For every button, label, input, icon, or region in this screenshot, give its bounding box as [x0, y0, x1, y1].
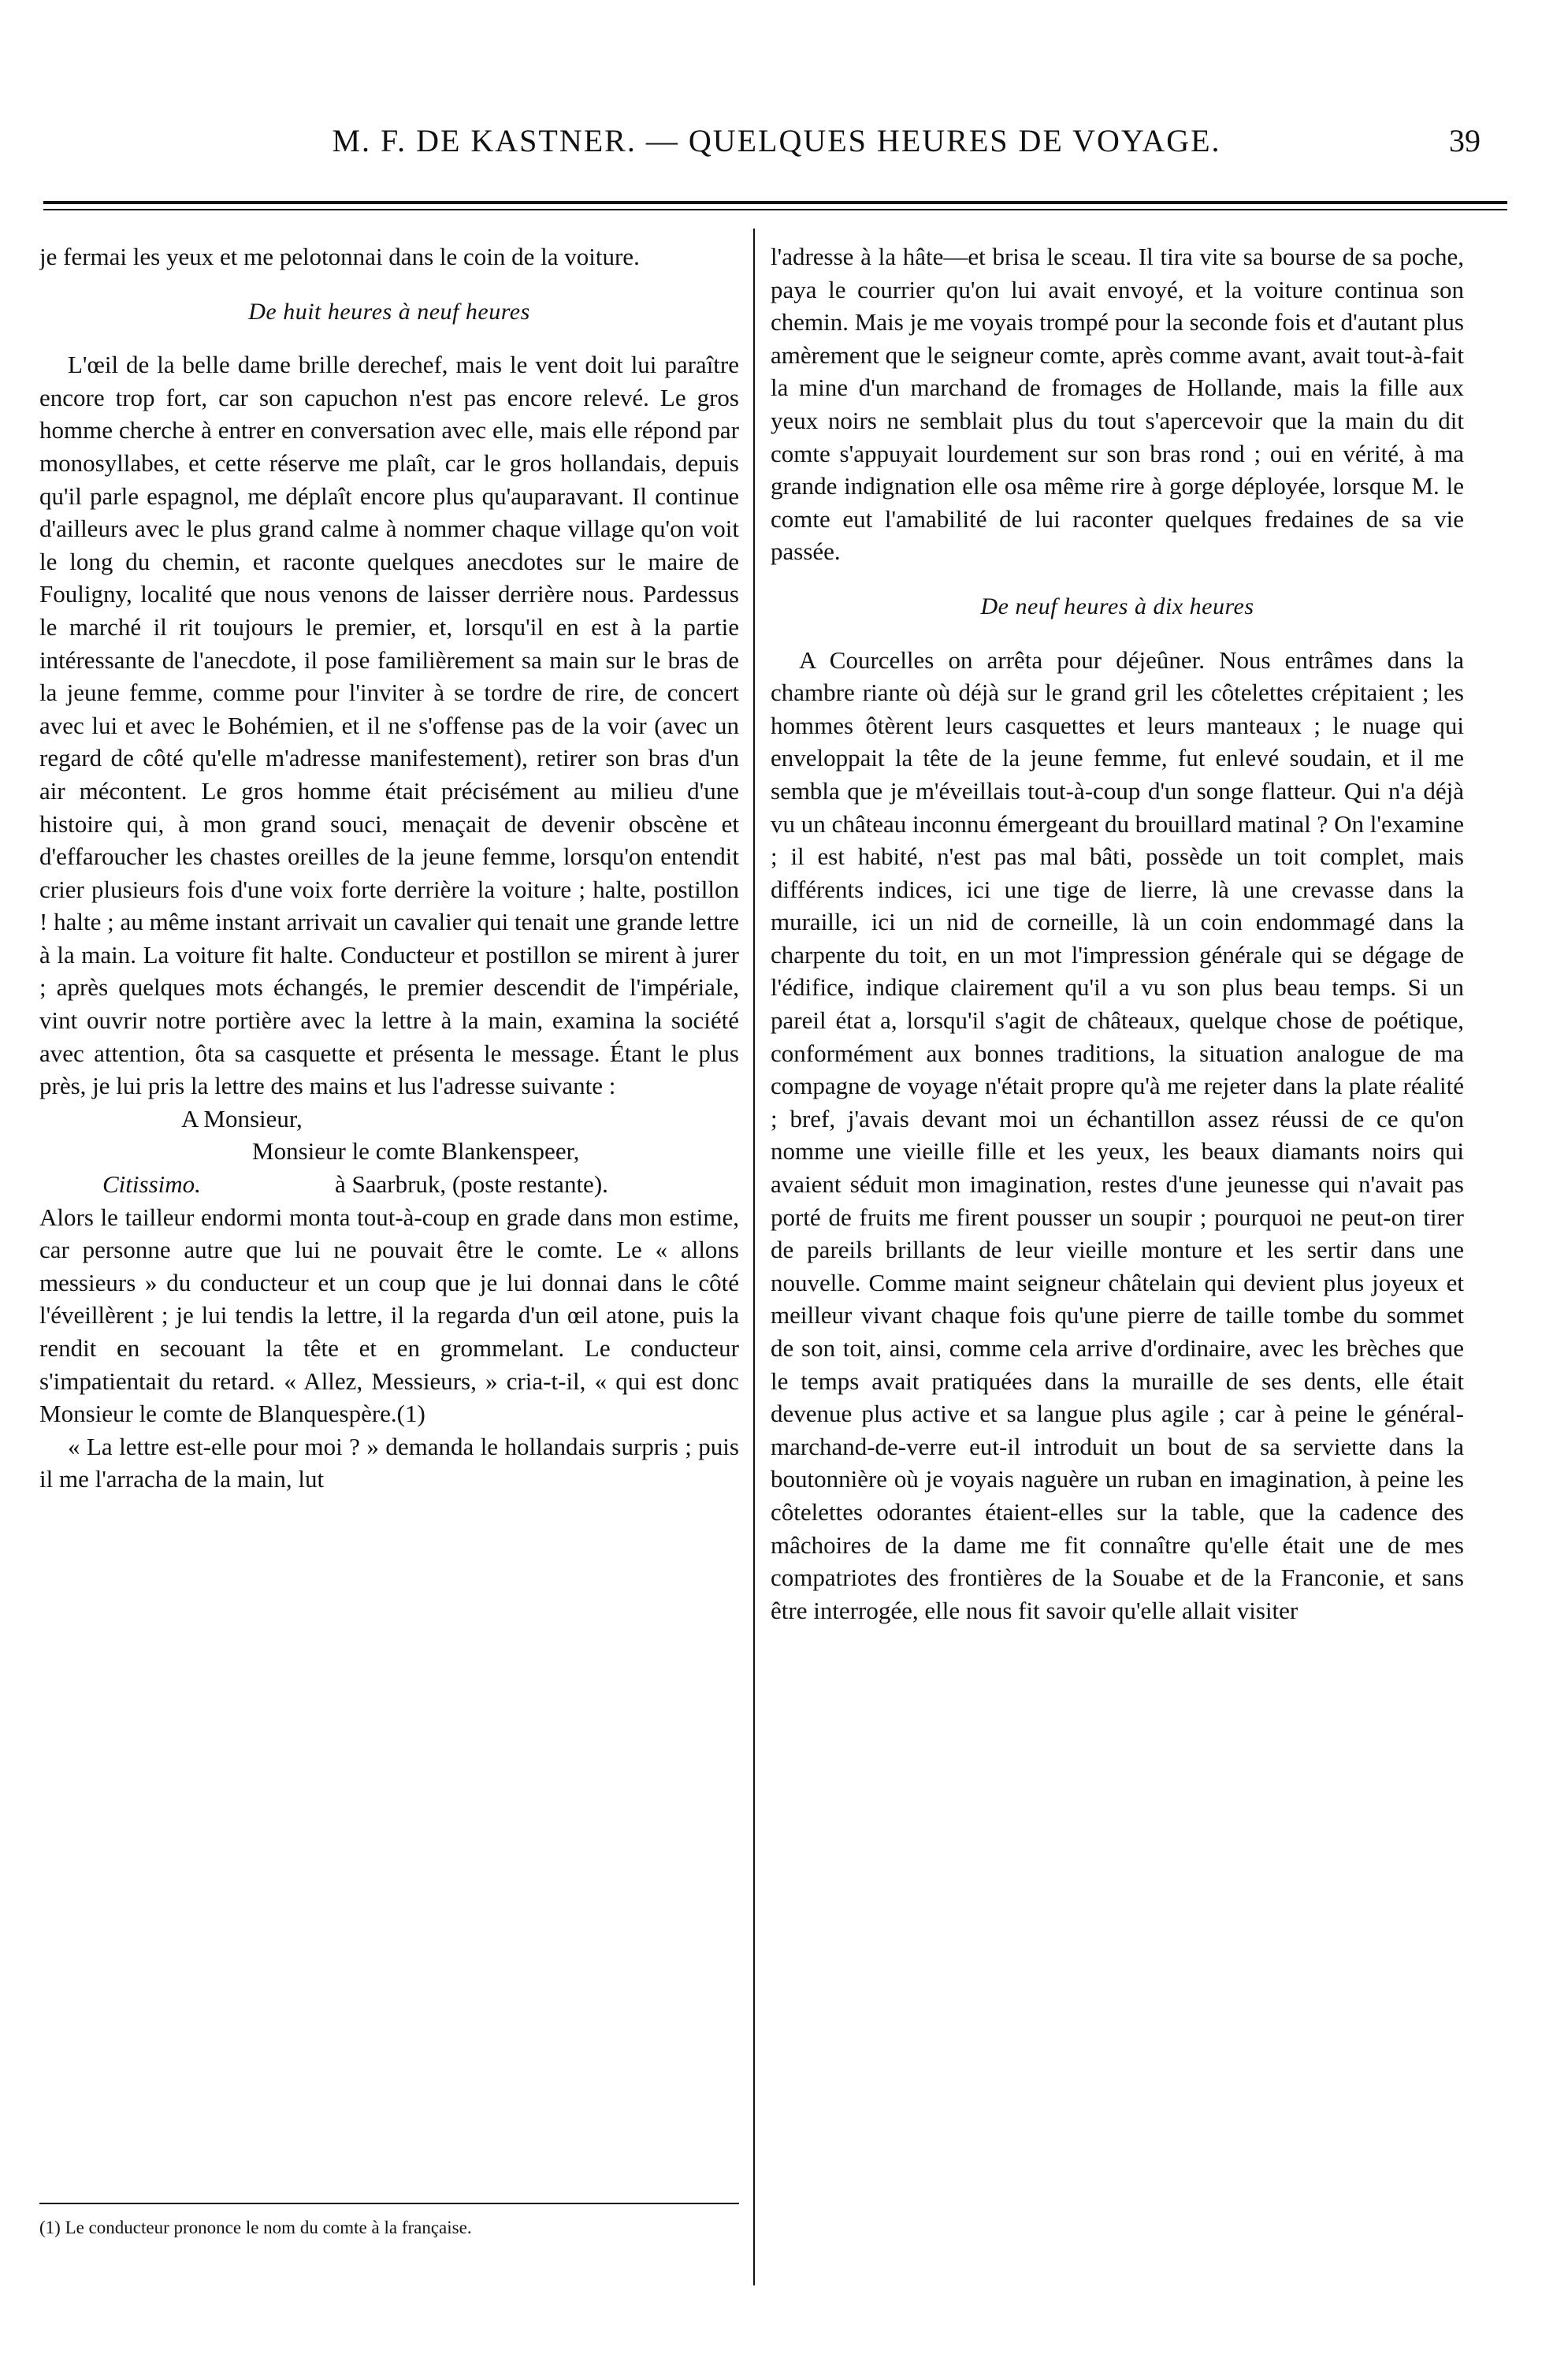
running-title: M. F. DE KASTNER. — QUELQUES HEURES DE VOYAGE. — [332, 123, 1221, 158]
paragraph: L'œil de la belle dame brille derechef, mais le vent doit lui paraître encore trop fort, car son capuchon n'est pas encore relevé. Le gros homme cherche à entrer en conversation avec elle, mais elle répond par monosyllabes, et cette réserve me plaît, car le gros hollandais, depuis qu'il parle espagnol, me déplaît encore plus qu'auparavant. Il continue d'ailleurs avec le plus grand calme à nommer chaque village qu'on voit le long du chemin, et raconte quelques anecdotes sur le maire de Fouligny, localité que nous venons de laisser derrière nous. Pardessus le marché il rit toujours le premier, et, lorsqu'il en est à la partie intéressante de l'anecdote, il pose familièrement sa main sur le bras de la jeune femme, comme pour l'inviter à se tordre de rire, de concert avec lui et avec le Bohémien, et il ne s'offense pas de la voir (avec un regard de côté qu'elle m'adresse manifestement), retirer son bras d'un air mécontent. Le gros homme était précisément au milieu d'une histoire qui, à mon grand souci, menaçait de devenir obscène et d'effaroucher les chastes oreilles de la jeune femme, lorsqu'on entendit crier plusieurs fois d'une voix forte derrière la voiture ; halte, postillon ! halte ; au même instant arrivait un cavalier qui tenait une grande lettre à la main. La voiture fit halte. Conducteur et postillon se mirent à jurer ; après quelques mots échangés, le premier descendit de l'impériale, vint ouvrir notre portière avec la lettre à la main, examina la société avec attention, ôta sa casquette et présenta le message. Étant le plus près, je lui pris la lettre des mains et lus l'adresse suivante : — [39, 351, 739, 1100]
address-line — [39, 1168, 739, 1201]
paragraph: « La lettre est-elle pour moi ? » demanda le hollandais surpris ; puis il me l'arracha de la main, lut — [39, 1432, 739, 1493]
address-line: Monsieur le comte Blankenspeer, — [252, 1137, 580, 1166]
section-heading: De huit heures à neuf heures — [248, 298, 530, 325]
right-column — [771, 240, 1464, 2305]
page-number: 39 — [1449, 123, 1481, 158]
paragraph: A Courcelles on arrêta pour déjeûner. Nous entrâmes dans la chambre riante où déjà sur le grand gril les côtelettes crépitaient ; les hommes ôtèrent leurs casquettes et leurs manteaux ; le nuage qui enveloppait la tête de la jeune femme, fut enlevé soudain, et il me sembla que je m'éveillais tout-à-coup d'un songe flatteur. Qui n'a déjà vu un château inconnu émergeant du brouillard matinal ? On l'examine ; il est habité, n'est pas mal bâti, possède un toit complet, mais différents indices, ici une tige de lierre, là une crevasse dans la muraille, ici un nid de corneille, là un coin endommagé dans la charpente du toit, en un mot l'impression générale qui se dégage de l'édifice, indique clairement qu'il a vu son plus beau temps. Si un pareil état a, lorsqu'il s'agit de châteaux, quelque chose de poétique, conformément aux bonnes traditions, la situation analogue de ma compagne de voyage n'était propre qu'à me rejeter dans la plate réalité ; bref, j'avais devant moi un échantillon assez réussi de ce qu'on nomme une vieille fille et les yeux, les beaux diamants noirs qui avaient séduit mon imagination, restes d'une jeunesse qui n'avait pas porté de fruits me firent pousser un soupir ; pourquoi ne peut-on tirer de pareils brillants de leur vieille monture et les sertir dans une nouvelle. Comme maint seigneur châtelain qui devient plus joyeux et meilleur vivant chaque fois qu'une pierre de taille tombe du sommet de son toit, ainsi, comme cela arrive d'ordinaire, avec les brèches que le temps avait pratiquées dans la muraille de ses dents, elle était devenue plus active et sa langue plus agile ; car à peine le général-marchand-de-verre eut-il introduit un bout de sa serviette dans la boutonnière où je voyais naguère un ruban en imagination, à peine les côtelettes odorantes étaient-elles sur la table, que la cadence des mâchoires de la dame me fit connaître qu'elle était une de mes compatriotes des frontières de la Souabe et de la Franconie, et sans être interrogée, elle nous fit savoir qu'elle allait visiter — [771, 645, 1464, 1624]
paragraph: je fermai les yeux et me pelotonnai dans le coin de la voiture. — [39, 243, 640, 270]
header-rule-thin — [43, 209, 1507, 210]
footnote: (1) Le conducteur prononce le nom du comte à la française. — [39, 2218, 472, 2237]
address-destination: à Saarbruk, (poste restante). — [335, 1170, 608, 1199]
left-column — [39, 240, 739, 2175]
page-header — [0, 122, 1553, 177]
address-line: A Monsieur, — [181, 1104, 303, 1132]
section-heading: De neuf heures à dix heures — [980, 593, 1254, 619]
footnote-rule — [39, 2203, 739, 2204]
paragraph: Alors le tailleur endormi monta tout-à-coup en grade dans mon estime, car personne autre que lui ne pouvait être le comte. Le « allons messieurs » du conducteur et un coup que je lui donnai dans le côté l'éveillèrent ; je lui tendis la lettre, il la regarda d'un œil atone, puis la rendit en secouant la tête et en grommelant. Le conducteur s'impatientait du retard. « Allez, Messieurs, » cria-t-il, « qui est donc Monsieur le comte de Blanquespère.(1) — [39, 1203, 739, 1428]
address-note: Citissimo. — [102, 1170, 201, 1199]
header-rule-thick — [43, 201, 1507, 204]
paragraph: l'adresse à la hâte—et brisa le sceau. Il tira vite sa bourse de sa poche, paya le courrier qu'on lui avait envoyé, et la voiture continua son chemin. Mais je me voyais trompé pour la seconde fois et d'autant plus amèrement que le seigneur comte, après comme avant, avait tout-à-fait la mine d'un marchand de fromages de Hollande, mais la fille aux yeux noirs ne semblait plus du tout s'apercevoir que la main du dit comte s'appuyait lourdement sur son bras rond ; oui en vérité, à ma grande indignation elle osa même rire à gorge déployée, lorsque M. le comte eut l'amabilité de lui raconter quelques fredaines de sa vie passée. — [771, 243, 1464, 566]
column-divider — [753, 229, 755, 2285]
